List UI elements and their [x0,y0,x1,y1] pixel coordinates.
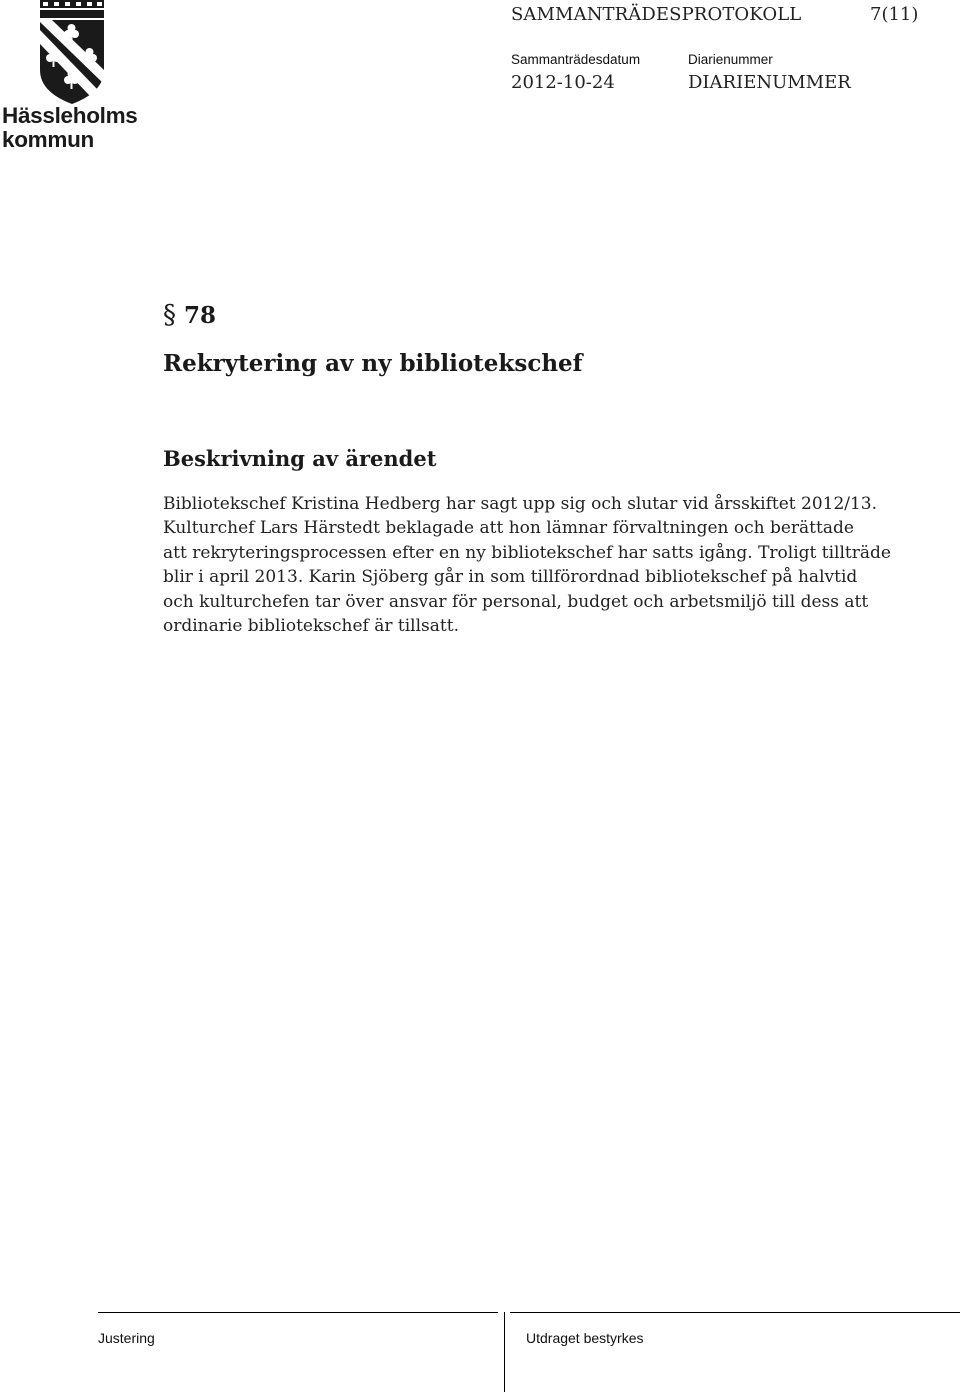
logo-name-line1: Hässleholms [2,103,138,128]
section-body [163,492,891,638]
meeting-date-value: 2012-10-24 [511,72,615,93]
section-symbol: § [163,300,176,330]
meeting-date-label: Sammanträdesdatum [511,52,641,67]
section-title: Rekrytering av ny bibliotekschef [163,350,583,377]
diary-number-value: DIARIENUMMER [688,72,851,93]
section-number: 78 [184,302,217,329]
coat-of-arms-icon [38,0,106,105]
body-line: Kulturchef Lars Härstedt beklagade att hon lämnar förvaltningen och berättade [163,518,854,539]
logo-name-line2: kommun [2,127,94,152]
diary-number-label: Diarienummer [688,52,773,67]
municipality-name [2,104,162,152]
footer-rule-left [98,1312,498,1313]
body-line: Bibliotekschef Kristina Hedberg har sagt upp sig och slutar vid årsskiftet 2012/13. [163,494,878,514]
adjustment-label: Justering [98,1330,155,1346]
document-title: SAMMANTRÄDESPROTOKOLL [511,4,802,25]
body-line: och kulturchefen tar över ansvar för personal, budget och arbetsmiljö till dess att [163,591,869,612]
body-line: att rekryteringsprocessen efter en ny bibliotekschef har satts igång. Troligt tillträde [163,542,891,563]
certified-extract-label: Utdraget bestyrkes [526,1330,644,1346]
section-subheading: Beskrivning av ärendet [163,446,437,471]
body-line: ordinarie bibliotekschef är tillsatt. [163,616,459,637]
page-number: 7(11) [870,4,919,25]
body-line: blir i april 2013. Karin Sjöberg går in som tillförordnad bibliotekschef på halvtid [163,567,858,588]
municipality-logo [0,0,160,160]
footer-divider [504,1312,505,1392]
footer-rule-right [510,1312,960,1313]
